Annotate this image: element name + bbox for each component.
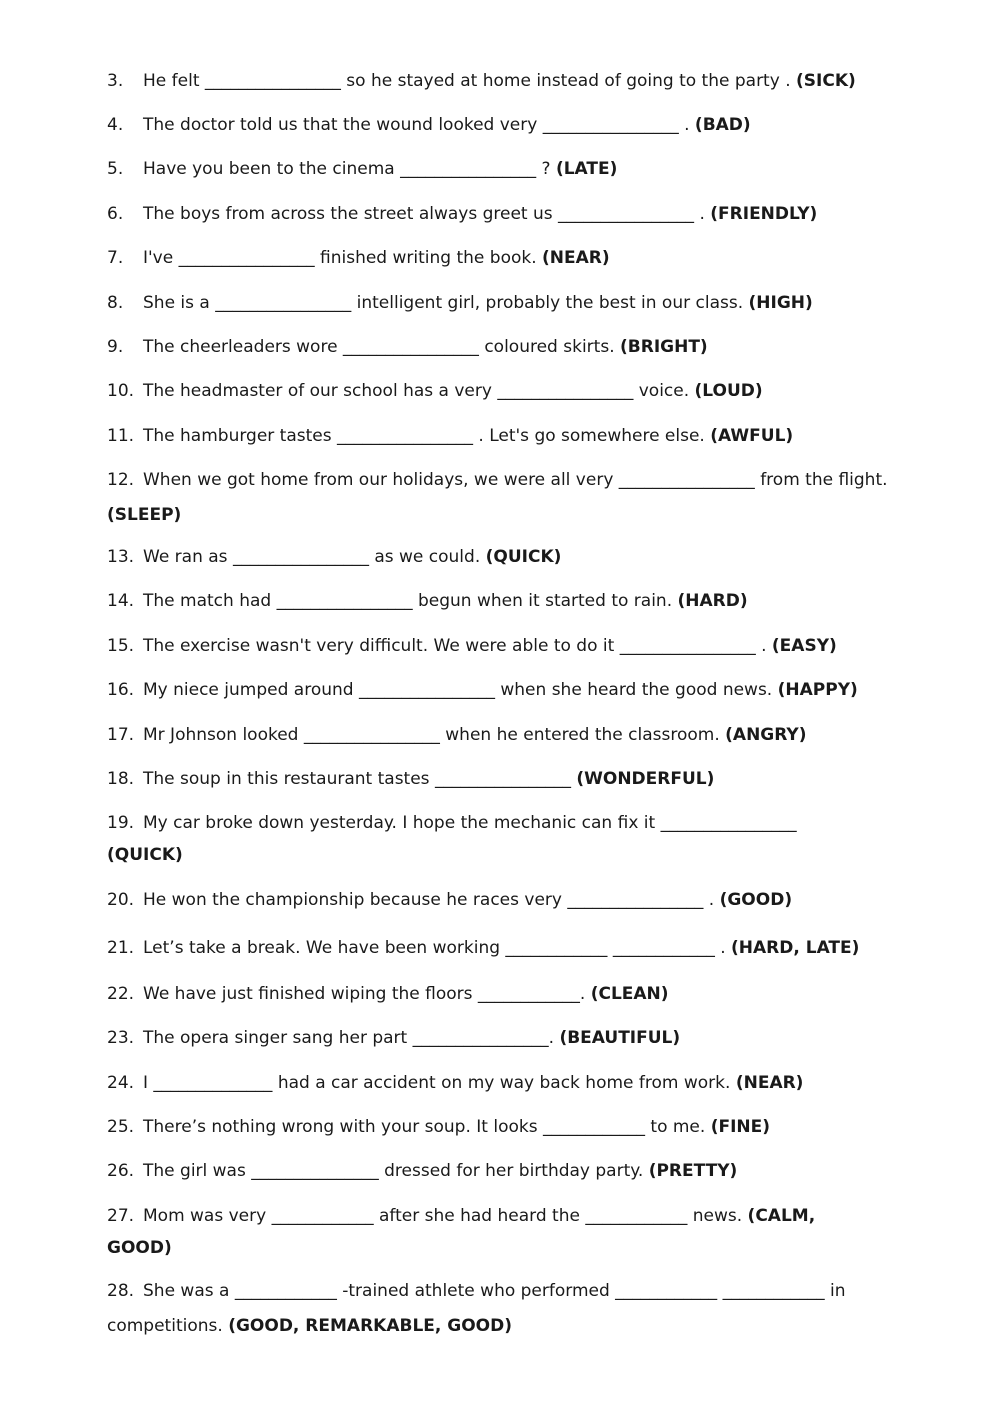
exercise-number: 10. xyxy=(107,381,135,401)
exercise-number: 8. xyxy=(107,293,124,313)
exercise-hint: (EASY) xyxy=(771,636,837,656)
exercise-text: The cheerleaders wore ________________ coloured skirts. xyxy=(143,337,615,357)
exercise-hint: (CLEAN) xyxy=(590,984,669,1004)
exercise-hint: (AWFUL) xyxy=(710,426,794,446)
exercise-text: Mom was very ____________ after she had heard the ____________ news. xyxy=(143,1206,743,1226)
exercise-12-continued xyxy=(107,504,907,526)
exercise-28-continued xyxy=(107,1315,907,1337)
exercise-15 xyxy=(107,635,907,657)
exercise-27-continued xyxy=(107,1237,907,1259)
exercise-hint: GOOD) xyxy=(107,1238,172,1258)
exercise-hint: (BRIGHT) xyxy=(620,337,708,357)
exercise-26 xyxy=(107,1160,907,1182)
exercise-number: 3. xyxy=(107,71,124,91)
exercise-24 xyxy=(107,1072,907,1094)
exercise-hint: (NEAR) xyxy=(735,1073,804,1093)
exercise-text: He felt ________________ so he stayed at home instead of going to the party . xyxy=(143,71,791,91)
exercise-4 xyxy=(107,114,907,136)
exercise-text: I ______________ had a car accident on my way back home from work. xyxy=(143,1073,731,1093)
exercise-hint: (CALM, xyxy=(747,1206,816,1226)
exercise-number: 9. xyxy=(107,337,124,357)
exercise-text: The headmaster of our school has a very ________________ voice. xyxy=(143,381,690,401)
exercise-number: 25. xyxy=(107,1117,135,1137)
exercise-hint: (HAPPY) xyxy=(777,680,858,700)
exercise-3 xyxy=(107,70,907,92)
exercise-21 xyxy=(107,937,907,959)
exercise-text: The exercise wasn't very difficult. We were able to do it ________________ . xyxy=(143,636,767,656)
exercise-number: 15. xyxy=(107,636,135,656)
exercise-23 xyxy=(107,1027,907,1049)
exercise-hint: (NEAR) xyxy=(542,248,610,268)
exercise-hint: (PRETTY) xyxy=(648,1161,738,1181)
exercise-5 xyxy=(107,158,907,180)
exercise-9 xyxy=(107,336,907,358)
exercise-text: The soup in this restaurant tastes ________________ xyxy=(143,769,571,789)
exercise-number: 19. xyxy=(107,813,135,833)
exercise-text: Mr Johnson looked ________________ when he entered the classroom. xyxy=(143,725,720,745)
exercise-number: 13. xyxy=(107,547,135,567)
exercise-10 xyxy=(107,380,907,402)
exercise-text: She is a ________________ intelligent girl, probably the best in our class. xyxy=(143,293,744,313)
exercise-number: 20. xyxy=(107,890,135,910)
exercise-text: The match had ________________ begun when it started to rain. xyxy=(143,591,673,611)
exercise-hint: (ANGRY) xyxy=(725,725,807,745)
exercise-number: 24. xyxy=(107,1073,135,1093)
exercise-hint: (HARD) xyxy=(677,591,748,611)
exercise-27 xyxy=(107,1205,907,1227)
exercise-text: There’s nothing wrong with your soup. It looks ____________ to me. xyxy=(143,1117,706,1137)
exercise-number: 6. xyxy=(107,204,124,224)
exercise-text: My car broke down yesterday. I hope the mechanic can fix it ________________ xyxy=(143,813,797,833)
exercise-hint: (GOOD, REMARKABLE, GOOD) xyxy=(228,1316,513,1336)
exercise-number: 4. xyxy=(107,115,124,135)
exercise-18 xyxy=(107,768,907,790)
exercise-hint: (QUICK) xyxy=(107,845,183,865)
exercise-text: The doctor told us that the wound looked very ________________ . xyxy=(143,115,690,135)
exercise-text: When we got home from our holidays, we were all very ________________ from the flight. xyxy=(143,470,888,490)
exercise-text: She was a ____________ -trained athlete who performed ____________ ____________ in xyxy=(143,1281,846,1301)
exercise-12 xyxy=(107,469,907,491)
exercise-25 xyxy=(107,1116,907,1138)
exercise-text: We ran as ________________ as we could. xyxy=(143,547,481,567)
exercise-hint: (FINE) xyxy=(710,1117,771,1137)
exercise-text: We have just finished wiping the floors ____________. xyxy=(143,984,586,1004)
exercise-number: 23. xyxy=(107,1028,135,1048)
exercise-hint: (LATE) xyxy=(555,159,618,179)
exercise-number: 16. xyxy=(107,680,135,700)
exercise-28 xyxy=(107,1280,907,1302)
exercise-13 xyxy=(107,546,907,568)
exercise-text: He won the championship because he races very ________________ . xyxy=(143,890,715,910)
exercise-text: Have you been to the cinema ________________ ? xyxy=(143,159,551,179)
exercise-8 xyxy=(107,292,907,314)
exercise-number: 26. xyxy=(107,1161,135,1181)
exercise-text: The opera singer sang her part ________________. xyxy=(143,1028,555,1048)
exercise-number: 14. xyxy=(107,591,135,611)
exercise-hint: (SLEEP) xyxy=(107,505,182,525)
exercise-text: Let’s take a break. We have been working ____________ ____________ . xyxy=(143,938,726,958)
exercise-17 xyxy=(107,724,907,746)
exercise-14 xyxy=(107,590,907,612)
exercise-19 xyxy=(107,812,907,834)
exercise-text: I've ________________ finished writing the book. xyxy=(143,248,537,268)
exercise-text: The girl was _______________ dressed for her birthday party. xyxy=(143,1161,644,1181)
exercise-text-continued: competitions. xyxy=(107,1316,223,1336)
exercise-hint: (FRIENDLY) xyxy=(710,204,818,224)
exercise-number: 12. xyxy=(107,470,135,490)
exercise-hint: (SICK) xyxy=(796,71,856,91)
exercise-number: 21. xyxy=(107,938,135,958)
exercise-16 xyxy=(107,679,907,701)
exercise-11 xyxy=(107,425,907,447)
exercise-number: 22. xyxy=(107,984,135,1004)
exercise-number: 11. xyxy=(107,426,135,446)
exercise-text: The hamburger tastes ________________ . Let's go somewhere else. xyxy=(143,426,705,446)
exercise-hint: (WONDERFUL) xyxy=(576,769,715,789)
exercise-number: 18. xyxy=(107,769,135,789)
exercise-text: My niece jumped around ________________ when she heard the good news. xyxy=(143,680,773,700)
exercise-number: 27. xyxy=(107,1206,135,1226)
exercise-number: 5. xyxy=(107,159,124,179)
exercise-number: 7. xyxy=(107,248,124,268)
exercise-hint: (LOUD) xyxy=(694,381,763,401)
exercise-hint: (GOOD) xyxy=(719,890,793,910)
exercise-hint: (BEAUTIFUL) xyxy=(559,1028,681,1048)
exercise-19-continued xyxy=(107,844,907,866)
exercise-20 xyxy=(107,889,907,911)
exercise-hint: (BAD) xyxy=(694,115,751,135)
exercise-hint: (HIGH) xyxy=(748,293,813,313)
exercise-text: The boys from across the street always greet us ________________ . xyxy=(143,204,705,224)
exercise-hint: (HARD, LATE) xyxy=(731,938,860,958)
exercise-6 xyxy=(107,203,907,225)
exercise-hint: (QUICK) xyxy=(485,547,562,567)
exercise-7 xyxy=(107,247,907,269)
exercise-number: 17. xyxy=(107,725,135,745)
exercise-22 xyxy=(107,983,907,1005)
exercise-number: 28. xyxy=(107,1281,135,1301)
